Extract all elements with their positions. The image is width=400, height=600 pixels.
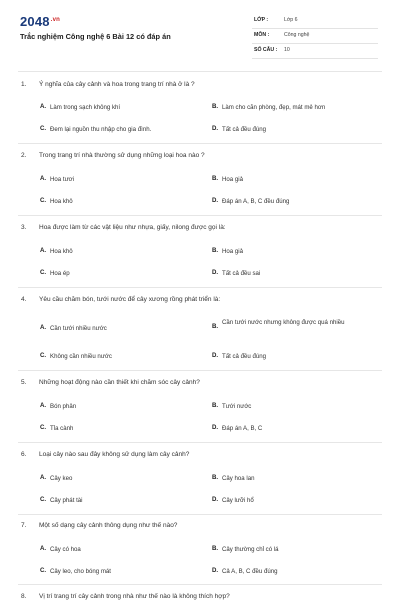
document-header <box>0 0 400 70</box>
option-letter: B. <box>212 103 219 110</box>
question-number: 6. <box>21 451 27 458</box>
option-letter: B. <box>212 545 219 552</box>
info-key: LỚP : <box>254 17 269 23</box>
question-number: 8. <box>21 593 27 600</box>
option-letter: D. <box>212 352 219 359</box>
question-body: Yêu cầu chăm bón, tưới nước để cây xương rồng phát triển là: <box>39 296 221 303</box>
info-row-subject <box>252 29 378 44</box>
option-text: Hoa giả <box>222 248 244 255</box>
info-value: 10 <box>284 47 290 53</box>
option-text: Hoa ép <box>50 270 70 277</box>
option-letter: C. <box>40 125 47 132</box>
option-letter: A. <box>40 402 47 409</box>
option-letter: B. <box>212 175 219 182</box>
info-value: Công nghệ <box>284 32 310 38</box>
option-letter: D. <box>212 424 219 431</box>
header-divider <box>18 71 382 72</box>
question-body: Một số dạng cây cảnh thông dụng như thế nào? <box>39 522 178 529</box>
option-letter: A. <box>40 247 47 254</box>
option-text: Cây keo <box>50 475 73 482</box>
question-text <box>21 224 226 231</box>
question-text <box>21 81 195 88</box>
question-body: Vị trí trang trí cây cảnh trong nhà như thế nào là không thích hợp? <box>39 593 230 600</box>
question-number: 4. <box>21 296 27 303</box>
option-text: Hoa tươi <box>50 176 74 183</box>
question-text <box>21 593 230 600</box>
option-text: Cần tưới nước nhưng không được quá nhiều <box>222 319 345 326</box>
info-row-question-count <box>252 44 378 59</box>
info-key: SỐ CÂU : <box>254 47 278 53</box>
option-letter: C. <box>40 567 47 574</box>
document-info <box>252 14 378 59</box>
info-key: MÔN : <box>254 32 270 38</box>
question-divider <box>18 442 382 443</box>
question-body: Hoa được làm từ các vật liệu như nhựa, giấy, nilong được gọi là: <box>39 224 226 231</box>
option-text: Đáp án A, B, C <box>222 425 263 432</box>
question-number: 7. <box>21 522 27 529</box>
option-letter: A. <box>40 103 47 110</box>
option-letter: D. <box>212 125 219 132</box>
question-text <box>21 522 177 529</box>
question-body: Trong trang trí nhà thường sử dụng những loại hoa nào ? <box>39 152 205 159</box>
option-text: Làm trong sạch không khí <box>50 104 121 111</box>
question-number: 1. <box>21 81 27 88</box>
option-text: Cây phát tài <box>50 497 83 504</box>
option-text: Cây có hoa <box>50 546 81 553</box>
option-text: Làm cho căn phòng, đẹp, mát mẻ hơn <box>222 104 326 111</box>
option-letter: A. <box>40 324 47 331</box>
question-divider <box>18 215 382 216</box>
question-number: 5. <box>21 379 27 386</box>
option-letter: B. <box>212 474 219 481</box>
option-text: Cây thường chỉ có lá <box>222 546 279 553</box>
info-row-grade <box>252 14 378 29</box>
document-title: Trắc nghiệm Công nghệ 6 Bài 12 có đáp án <box>20 32 171 41</box>
option-text: Cây lưỡi hổ <box>222 497 254 504</box>
option-text: Tất cả đều đúng <box>222 353 267 360</box>
option-letter: C. <box>40 496 47 503</box>
option-letter: A. <box>40 175 47 182</box>
info-value: Lớp 6 <box>284 17 298 23</box>
option-text: Tất cả đều đúng <box>222 126 267 133</box>
question-divider <box>18 143 382 144</box>
question-body: Ý nghĩa của cây cảnh và hoa trong trang trí nhà ở là ? <box>39 81 195 88</box>
option-text: Tất cả đều sai <box>222 270 261 277</box>
option-text: Cây hoa lan <box>222 475 255 482</box>
option-letter: D. <box>212 197 219 204</box>
option-text: Hoa giả <box>222 176 244 183</box>
question-text <box>21 451 189 458</box>
option-text: Tỉa cành <box>50 425 74 432</box>
site-logo[interactable] <box>20 14 60 29</box>
option-letter: B. <box>212 247 219 254</box>
option-letter: D. <box>212 269 219 276</box>
question-number: 3. <box>21 224 27 231</box>
question-text <box>21 296 220 303</box>
option-text: Đem lại nguồn thu nhập cho gia đình. <box>50 126 152 133</box>
option-text: Cả A, B, C đều đúng <box>222 568 278 575</box>
question-divider <box>18 370 382 371</box>
question-body: Những hoạt động nào cần thiết khi chăm sóc cây cảnh? <box>39 379 200 386</box>
question-body: Loại cây nào sau đây không sử dụng làm cây cảnh? <box>39 451 190 458</box>
logo-text: 2048 <box>20 14 50 29</box>
question-divider <box>18 514 382 515</box>
option-text: Bón phân <box>50 403 77 410</box>
option-letter: C. <box>40 269 47 276</box>
logo-suffix: .vn <box>50 16 61 23</box>
option-text: Tưới nước <box>222 403 252 410</box>
option-letter: C. <box>40 352 47 359</box>
option-text: Hoa khô <box>50 198 73 205</box>
option-text: Không cần nhiều nước <box>50 353 112 360</box>
option-letter: C. <box>40 197 47 204</box>
option-text: Đáp án A, B, C đều đúng <box>222 198 290 205</box>
option-text: Hoa khô <box>50 248 73 255</box>
question-divider <box>18 287 382 288</box>
option-letter: A. <box>40 474 47 481</box>
option-text: Cần tưới nhiều nước <box>50 325 107 332</box>
question-number: 2. <box>21 152 27 159</box>
option-letter: D. <box>212 496 219 503</box>
option-text: Cây leo, cho bóng mát <box>50 568 111 575</box>
option-letter: A. <box>40 545 47 552</box>
option-letter: B. <box>212 402 219 409</box>
question-divider <box>18 584 382 585</box>
option-letter: D. <box>212 567 219 574</box>
question-text <box>21 379 200 386</box>
option-letter: B. <box>212 323 219 330</box>
option-letter: C. <box>40 424 47 431</box>
question-text <box>21 152 205 159</box>
